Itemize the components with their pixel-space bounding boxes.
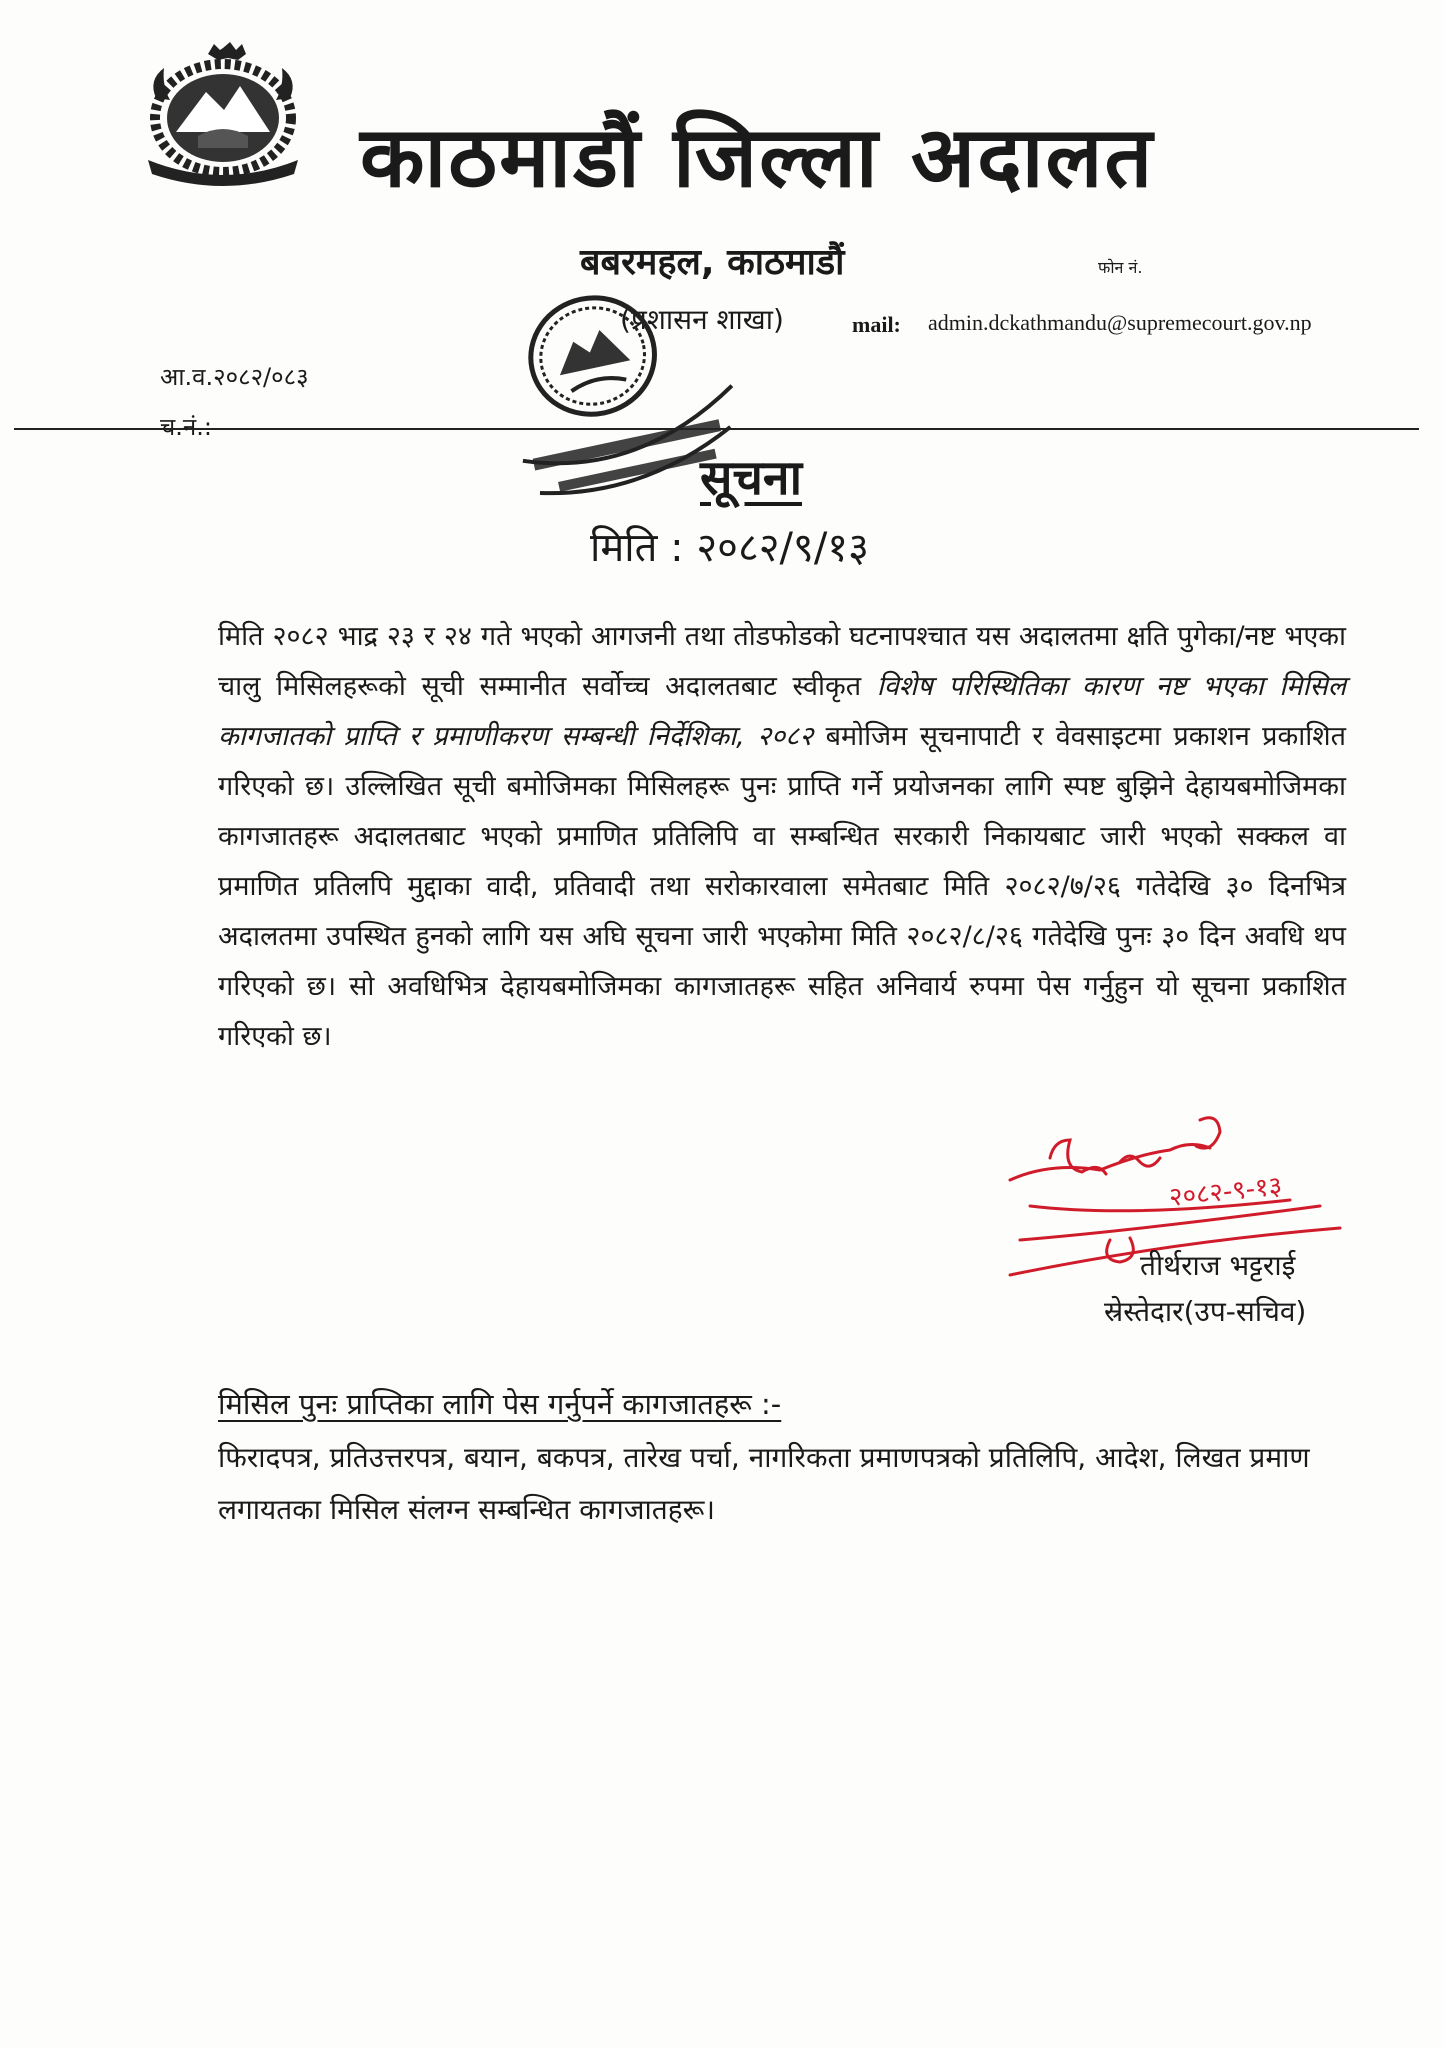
- reference-number: च.नं.:: [160, 413, 212, 441]
- mail-address: admin.dckathmandu@supremecourt.gov.np: [928, 310, 1312, 335]
- mail-label: mail:: [852, 312, 901, 337]
- documents-heading: मिसिल पुनः प्राप्तिका लागि पेस गर्नुपर्ने कागजातहरू :-: [218, 1387, 782, 1421]
- branch-name: (प्रशासन शाखा): [620, 303, 784, 336]
- court-title: काठमाडौं जिल्ला अदालत: [360, 108, 1155, 206]
- notice-body: [218, 612, 1346, 1062]
- directive-title: विशेष परिस्थितिका कारण नष्ट भएका मिसिल कागजातको प्राप्ति र प्रमाणीकरण सम्बन्धी निर्देशिका, २०८२: [218, 671, 1346, 752]
- signature-date: २०८२-९-१३: [1167, 1171, 1284, 1213]
- phone-label: फोन नं.: [1098, 258, 1143, 277]
- notice-body-part2: बमोजिम सूचनापाटी र वेवसाइटमा प्रकाशन प्रकाशित गरिएको छ। उल्लिखित सूची बमोजिमका मिसिलहरू पुनः प्राप्ति गर्ने प्रयोजनका लागि स्पष्ट बुझिने देहायबमोजिमका कागजातहरू अदालतबाट भएको प्रमाणित प्रतिलिपि वा सम्बन्धित सरकारी निकायबाट जारी भएको सक्कल वा प्रमाणित प्रतिलपि मुद्दाका वादी, प्रतिवादी तथा सरोकारवाला समेतबाट मिति २०८२/७/२६ गतेदेखि ३० दिनभित्र अदालतमा उपस्थित हुनको लागि यस अघि सूचना जारी भएकोमा मिति २०८२/८/२६ गतेदेखि पुनः ३० दिन अवधि थप गरिएको छ। सो अवधिभित्र देहायबमोजिमका कागजातहरू सहित अनिवार्य रुपमा पेस गर्नुहुन यो सूचना प्रकाशित गरिएको छ।: [218, 721, 1346, 1052]
- documents-list: फिरादपत्र, प्रतिउत्तरपत्र, बयान, बकपत्र, तारेख पर्चा, नागरिकता प्रमाणपत्रको प्रतिलिपि, आदेश, लिखत प्रमाण लगायतका मिसिल संलग्न सम्बन्धित कागजातहरू।: [218, 1441, 1310, 1526]
- fiscal-year: आ.व.२०८२/०८३: [160, 363, 309, 391]
- notice-body-part1: मिति २०८२ भाद्र २३ र २४ गते भएको आगजनी तथा तोडफोडको घटनापश्चात यस अदालतमा क्षति पुगेका/नष्ट भएका चालु मिसिलहरूको सूची सम्मानीत सर्वोच्च अदालतबाट स्वीकृत: [218, 621, 1346, 702]
- notice-date: मिति : २०८२/९/१३: [590, 525, 869, 571]
- signer-title: स्रेस्तेदार(उप-सचिव): [1104, 1295, 1307, 1328]
- court-address: बबरमहल, काठमाडौं: [580, 242, 845, 283]
- signer-name: तीर्थराज भट्टराई: [1140, 1249, 1296, 1282]
- notice-heading: सूचना: [700, 450, 803, 506]
- nepal-emblem-icon: [128, 40, 318, 190]
